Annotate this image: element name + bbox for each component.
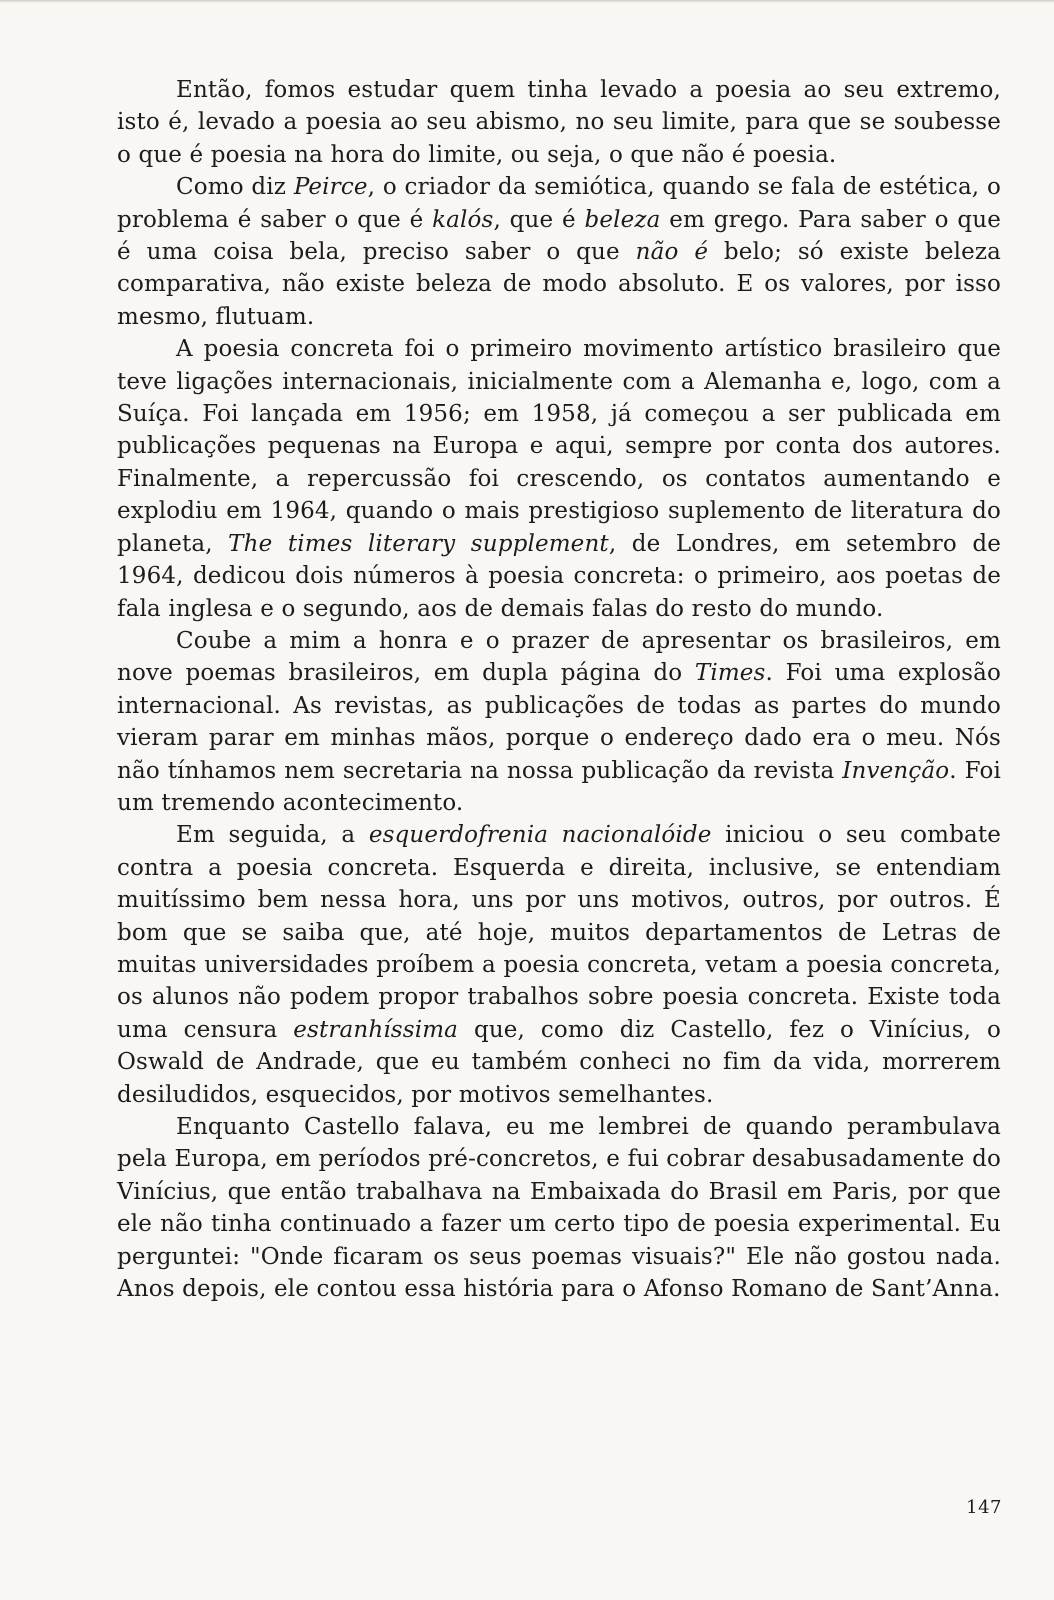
page-top-edge: [0, 0, 1054, 3]
text-run: Coube a mim a honra e o prazer de apresentar os brasileiros, em nove poemas brasileiros, em dupla página do: [117, 627, 1001, 687]
text-run: que, como diz Castello, fez o Vinícius, o Oswald de Andrade, que eu também conheci no fim da vida, morrerem desiludidos, esquecidos, por motivos semelhantes.: [117, 1016, 1002, 1108]
italic-text: estranhíssima: [293, 1016, 459, 1043]
body-text: [117, 74, 1001, 1305]
text-run: Enquanto Castello falava, eu me lembrei de quando perambulava pela Europa, em períodos pré-concretos, e fui cobrar desabusadamente do Vinícius, que então trabalhava na Embaixada do Brasil em Paris, por que ele não tinha continuado a fazer um certo tipo de poesia experimental. Eu perguntei: "Onde ficaram os seus poemas visuais?" Ele não gostou nada. Anos depois, ele contou essa história para o Afonso Romano de Sant’Anna.: [117, 1114, 1001, 1303]
text-run: , de Londres, em setembro de 1964, dedicou dois números à poesia concreta: o primeiro, aos poetas de fala inglesa e o segundo, aos de demais falas do resto do mundo.: [117, 530, 1001, 622]
page-number: 147: [966, 1497, 1002, 1518]
italic-text: kalós: [432, 206, 494, 233]
italic-text: Peirce: [293, 174, 368, 201]
text-run: iniciou o seu combate contra a poesia concreta. Esquerda e direita, inclusive, se entendiam muitíssimo bem nessa hora, uns por uns motivos, outros, por outros. É bom que se saiba que, até hoje, muitos departamentos de Letras de muitas universidades proíbem a poesia concreta, vetam a poesia concreta, os alunos não podem propor trabalhos sobre poesia concreta. Existe toda uma censura: [117, 822, 1001, 1043]
italic-text: beleza: [584, 206, 661, 233]
italic-text: não é: [635, 239, 709, 266]
paragraph: [117, 1111, 1001, 1305]
text-run: belo; só existe beleza comparativa, não existe beleza de modo absoluto. E os valores, por isso mesmo, flutuam.: [117, 239, 1001, 330]
text-run: , o criador da semiótica, quando se fala de estética, o problema é saber o que é: [117, 174, 1001, 233]
italic-text: Times: [694, 660, 766, 687]
text-run: . Foi uma explosão internacional. As revistas, as publicações de todas as partes do mundo vieram parar em minhas mãos, porque o endereço dado era o meu. Nós não tínhamos nem secretaria na nossa publicação da revista: [117, 660, 1001, 784]
italic-text: Invenção: [842, 757, 950, 784]
italic-text: The times literary supplement: [228, 530, 609, 557]
text-run: A poesia concreta foi o primeiro movimento artístico brasileiro que teve ligações internacionais, inicialmente com a Alemanha e, logo, com a Suíça. Foi lançada em 1956; em 1958, já começou a ser publicada em publicações pequenas na Europa e aqui, sempre por conta dos autores. Finalmente, a repercussão foi crescendo, os contatos aumentando e explodiu em 1964, quando o mais prestigioso suplemento de literatura do planeta,: [117, 336, 1001, 557]
paragraph: [117, 74, 1001, 171]
paragraph: [117, 819, 1001, 1111]
text-run: Então, fomos estudar quem tinha levado a poesia ao seu extremo, isto é, levado a poesia ao seu abismo, no seu limite, para que se soubesse o que é poesia na hora do limite, ou seja, o que não é poesia.: [117, 77, 1001, 168]
text-run: . Foi um tremendo acontecimento.: [117, 757, 1001, 816]
text-run: Como diz: [176, 174, 294, 201]
paragraph: [117, 333, 1001, 625]
paragraph: [117, 625, 1001, 819]
text-run: Em seguida, a: [176, 822, 369, 849]
italic-text: esquerdofrenia nacionalóide: [368, 822, 712, 849]
text-run: , que é: [493, 206, 585, 233]
text-run: em grego. Para saber o que é uma coisa bela, preciso saber o que: [117, 206, 1001, 266]
paragraph: [117, 171, 1001, 333]
